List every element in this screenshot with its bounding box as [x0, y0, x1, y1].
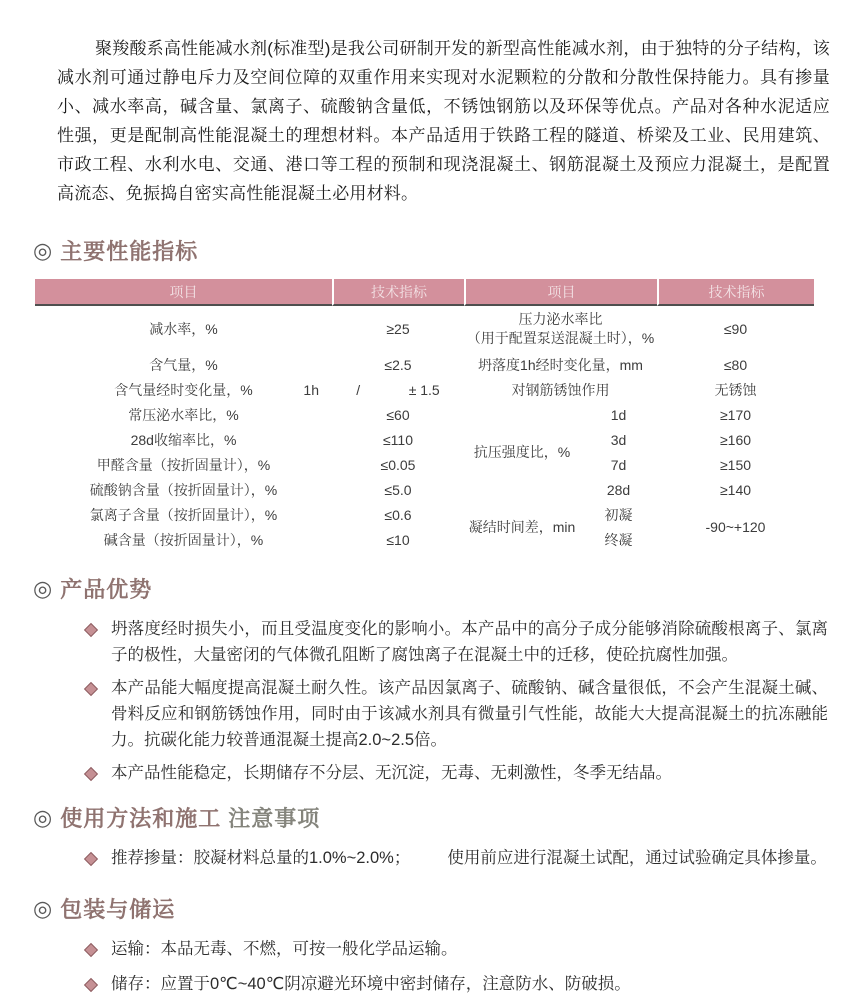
item-cell: 含气量，%	[149, 356, 218, 373]
table-row	[35, 402, 814, 427]
list-item-text: 运输：本品无毒、不燃，可按一般化学品运输。	[111, 940, 458, 958]
item-cell	[464, 306, 657, 352]
value-cell: ≤0.6	[384, 506, 412, 523]
section-marker-icon: ◎	[33, 237, 54, 263]
item-line-2: （用于配置泵送混凝土时），%	[466, 330, 655, 346]
item-group-cell: 抗压强度比，%	[473, 444, 571, 460]
item-cell	[35, 377, 332, 402]
section-title: 产品优势	[60, 577, 153, 602]
item-cell: 甲醛含量（按折固量计），%	[96, 456, 271, 473]
intro-paragraph: 聚羧酸系高性能减水剂(标准型)是我公司研制开发的新型高性能减水剂，由于独特的分子结构，该减水剂可通过静电斥力及空间位障的双重作用来实现对水泥颗粒的分散和分散性保持能力。具有掺量小、减水率高，碱含量、氯离子、硫酸钠含量低，不锈蚀钢筋以及环保等优点。产品对各种水泥适应性强，更是配制高性能混凝土的理想材料。本产品适用于铁路工程的隧道、桥梁及工业、民用建筑、市政工程、水利水电、交通、港口等工程的预制和现浇混凝土、钢筋混凝土及预应力混凝土，是配置高流态、免振捣自密实高性能混凝土必用材料。	[57, 39, 830, 203]
section-title: 使用方法和施工	[60, 806, 222, 831]
item-sub-cell: 1d	[610, 406, 627, 423]
value-cell: ≤60	[386, 406, 410, 423]
list-item-text: 储存：应置于0℃~40℃阴凉避光环境中密封储存，注意防水、防破损。	[111, 975, 631, 993]
section-title: 主要性能指标	[60, 239, 199, 264]
performance-table	[35, 279, 814, 552]
value-cell	[332, 377, 464, 402]
item-sub-cell: 28d	[606, 481, 631, 498]
list-item	[33, 675, 830, 753]
item-cell: 硫酸钠含量（按折固量计），%	[89, 481, 278, 498]
list-item-text: 坍落度经时损失小，而且受温度变化的影响小。本产品中的高分子成分能够消除硫酸根离子、氯离子的极性，大量密闭的气体微孔阻断了腐蚀离子在混凝土中的迁移，使砼抗腐性加强。	[111, 620, 828, 664]
item-cell: 28d收缩率比，%	[130, 431, 237, 448]
diamond-bullet-icon	[84, 943, 98, 957]
item-cell: 碱含量（按折固量计），%	[103, 531, 264, 548]
value-cell: ≤80	[723, 356, 748, 373]
section-title-tail: 注意事项	[228, 806, 321, 831]
section-heading-usage	[33, 802, 830, 833]
value-cell: ≤5.0	[384, 481, 412, 498]
value-cell: ≥25	[386, 321, 410, 337]
value-cell: ≤110	[382, 431, 413, 448]
list-item-text: 本产品能大幅度提高混凝土耐久性。该产品因氯离子、硫酸钠、碱含量很低，不会产生混凝土碱、骨料反应和钢筋锈蚀作用，同时由于该减水剂具有微量引气性能，故能大大提高混凝土的抗冻融能力。抗碳化能力较普通混凝土提高2.0~2.5倍。	[111, 679, 828, 749]
list-item	[33, 845, 830, 871]
section-heading-packaging	[33, 893, 830, 924]
usage-line	[111, 845, 827, 871]
value-cell: ≥160	[719, 431, 752, 448]
section-marker-icon: ◎	[33, 804, 54, 830]
diamond-bullet-icon	[84, 767, 98, 781]
item-group-cell: 凝结时间差，min	[468, 519, 576, 535]
usage-note-text: 使用前应进行混凝土试配，通过试验确定具体掺量。	[447, 849, 827, 867]
value-cell: ≥150	[719, 456, 752, 473]
diamond-bullet-icon	[84, 852, 98, 866]
item-cell: 坍落度1h经时变化量，mm	[478, 356, 643, 373]
item-cell: 减水率，%	[149, 321, 218, 337]
list-item-text: 本产品性能稳定，长期储存不分层、无沉淀，无毒、无刺激性，冬季无结晶。	[111, 764, 672, 782]
table-row	[35, 477, 814, 502]
value-cell: ≤0.05	[380, 456, 416, 473]
value-cell: -90~+120	[705, 519, 766, 535]
item-label: 含气量经时变化量，%	[114, 381, 253, 398]
value-cell: ≤90	[723, 321, 748, 337]
item-cell: 对钢筋锈蚀作用	[511, 381, 610, 398]
list-item	[33, 971, 830, 997]
list-item	[33, 616, 830, 668]
diamond-bullet-icon	[84, 623, 98, 637]
table-header-row	[35, 279, 814, 306]
table-row	[35, 352, 814, 377]
usage-list	[33, 845, 830, 871]
value-cell: ≥170	[719, 406, 752, 423]
section-heading-performance	[33, 235, 830, 266]
table-row	[35, 306, 814, 352]
table-row	[35, 377, 814, 402]
section-heading-advantages	[33, 573, 830, 604]
header-spec-right: 技术指标	[657, 279, 814, 306]
section-marker-icon: ◎	[33, 575, 54, 601]
header-item-left: 项目	[35, 279, 332, 306]
header-spec-left: 技术指标	[332, 279, 464, 306]
section-title: 包装与储运	[60, 897, 176, 922]
value-part-2: ± 1.5	[408, 381, 440, 398]
table-row	[35, 502, 814, 527]
list-item	[33, 936, 830, 962]
value-cell: ≤10	[386, 531, 410, 548]
item-sub-cell: 3d	[610, 431, 627, 448]
value-cell: ≥140	[719, 481, 752, 498]
diamond-bullet-icon	[84, 978, 98, 992]
value-part-1: /	[356, 381, 361, 398]
item-line-1: 压力泌水率比	[518, 311, 603, 327]
value-cell: ≤2.5	[384, 356, 412, 373]
advantages-list	[33, 616, 830, 786]
item-sub-label: 1h	[303, 381, 319, 398]
list-item	[33, 760, 830, 786]
item-sub-cell: 终凝	[604, 531, 633, 548]
packaging-list	[33, 936, 830, 997]
item-sub-cell: 初凝	[604, 506, 633, 523]
section-marker-icon: ◎	[33, 895, 54, 921]
dosage-text: 推荐掺量：胶凝材料总量的1.0%~2.0%；	[111, 849, 411, 867]
table-row	[35, 452, 814, 477]
value-cell: 无锈蚀	[714, 381, 757, 398]
header-item-right: 项目	[464, 279, 657, 306]
table-row	[35, 427, 814, 452]
item-cell: 常压泌水率比，%	[128, 406, 239, 423]
diamond-bullet-icon	[84, 682, 98, 696]
item-cell: 氯离子含量（按折固量计），%	[89, 506, 278, 523]
item-sub-cell: 7d	[610, 456, 627, 473]
